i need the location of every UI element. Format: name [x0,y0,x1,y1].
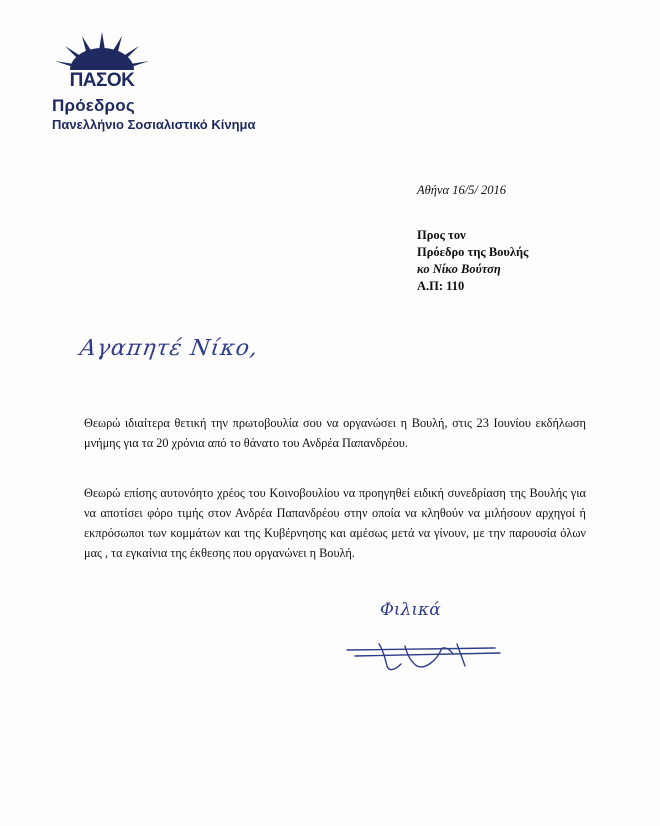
body-paragraph-1: Θεωρώ ιδιαίτερα θετική την πρωτοβουλία σου να οργανώσει η Βουλή, στις 23 Ιουνίου εκδήλωση μνήμης για τα 20 χρόνια από το θάνατο του Ανδρέα Παπανδρέου. [84,416,586,450]
recipient-line-3: κο Νίκο Βούτση [417,262,501,276]
recipient-block [417,227,528,295]
sender-organization: Πανελλήνιο Σοσιαλιστικό Κίνημα [52,117,256,132]
letter-date: Αθήνα 16/5/ 2016 [417,183,507,197]
logo-text: ΠΑΣΟΚ [69,70,135,88]
signature [345,636,505,676]
recipient-line-1: Προς τον [417,228,466,242]
recipient-line-2: Πρόεδρο της Βουλής [417,245,529,259]
protocol-number: Α.Π: 110 [417,279,465,293]
handwritten-salutation: Αγαπητέ Νίκο, [78,336,260,361]
sender-role: Πρόεδρος [52,96,135,115]
handwritten-closing: Φιλικά [380,600,441,620]
body-paragraph-2: Θεωρώ επίσης αυτονόητο χρέος του Κοινοβουλίου να προηγηθεί ειδική συνεδρίαση της Βουλής για να αποτίσει φόρο τιμής στον Ανδρέα Παπανδρέου στην οποία να κληθούν να μιλήσουν αρχηγοί ή εκπρόσωποι των κομμάτων και της Κυβέρνησης και αμέσως μετά να γίνουν, με την παρουσία όλων μας , τα εγκαίνια της έκθεσης που οργανώνει η Βουλή. [84,486,586,560]
pasok-logo [52,28,152,88]
